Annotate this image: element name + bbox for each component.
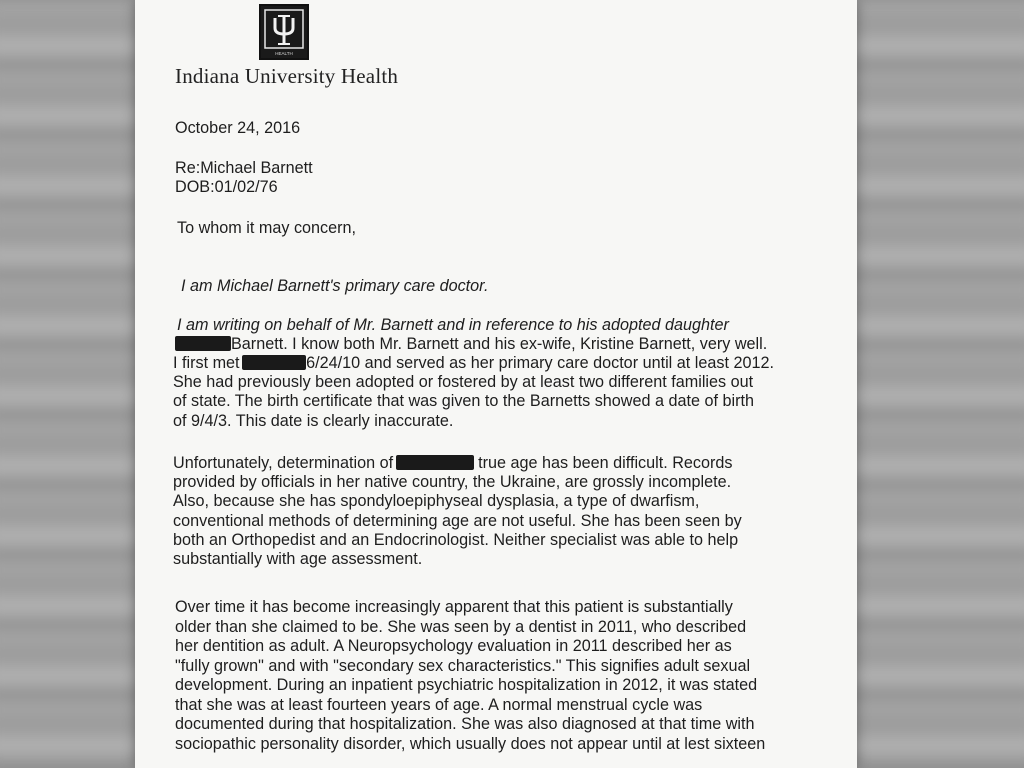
paragraph-text: I first met [173, 354, 240, 372]
re-line: Re:Michael Barnett [175, 159, 313, 177]
paragraph-3-line-8: sociopathic personality disorder, which usually does not appear until at lest sixteen [175, 735, 766, 753]
paragraph-3-line-5: development. During an inpatient psychiatric hospitalization in 2012, it was stated [175, 676, 758, 694]
paragraph-1-line-2 [175, 334, 767, 354]
dob-line: DOB:01/02/76 [175, 178, 278, 196]
paragraph-1-line-6: of 9/4/3. This date is clearly inaccurate. [173, 412, 454, 430]
paragraph-3-line-4: "fully grown" and with "secondary sex characteristics." This signifies adult sexual [175, 657, 751, 675]
letter-date: October 24, 2016 [175, 119, 301, 137]
paragraph-2-line-4: conventional methods of determining age are not useful. She has been seen by [173, 512, 742, 530]
paragraph-2-line-6: substantially with age assessment. [173, 550, 423, 568]
paragraph-text: Barnett. I know both Mr. Barnett and his ex-wife, Kristine Barnett, very well. [231, 335, 768, 353]
paragraph-2-line-3: Also, because she has spondyloepiphyseal dysplasia, a type of dwarfism, [173, 492, 700, 510]
paragraph-1-line-3 [173, 353, 774, 373]
redaction-mark [396, 455, 474, 470]
logo-wordmark: HEALTH [275, 51, 293, 56]
paragraph-text: true age has been difficult. Records [478, 454, 733, 472]
paragraph-3-line-6: that she was at least fourteen years of age. A normal menstrual cycle was [175, 696, 703, 714]
blurred-background-left [0, 0, 140, 768]
blurred-background-right [849, 0, 1024, 768]
paragraph-3-line-3: her dentition as adult. A Neuropsychology evaluation in 2011 described her as [175, 637, 732, 655]
trident-icon [261, 6, 307, 58]
paragraph-3-line-7: documented during that hospitalization. She was also diagnosed at that time with [175, 715, 755, 733]
paragraph-text: I am writing on behalf of Mr. Barnett and in reference to his adopted daughter [177, 316, 729, 334]
paragraph-1-line-5: of state. The birth certificate that was given to the Barnetts showed a date of birth [173, 392, 754, 410]
organization-name: Indiana University Health [175, 64, 399, 88]
paragraph-1-line-1 [177, 315, 729, 335]
iu-health-logo [259, 4, 309, 60]
paragraph-2-line-1 [173, 453, 733, 473]
redaction-mark [242, 355, 306, 370]
paragraph-2-line-2: provided by officials in her native country, the Ukraine, are grossly incomplete. [173, 473, 732, 491]
paragraph-1-line-4: She had previously been adopted or fostered by at least two different families out [173, 373, 754, 391]
letter-page [135, 0, 857, 768]
salutation: To whom it may concern, [177, 219, 357, 237]
paragraph-text: Unfortunately, determination of [173, 454, 394, 472]
paragraph-3-line-1: Over time it has become increasingly apparent that this patient is substantially [175, 598, 733, 616]
intro-line: I am Michael Barnett's primary care doctor. [181, 277, 489, 295]
redaction-mark [175, 336, 231, 351]
paragraph-3-line-2: older than she claimed to be. She was seen by a dentist in 2011, who described [175, 618, 747, 636]
paragraph-text: 6/24/10 and served as her primary care doctor until at least 2012. [306, 354, 774, 372]
paragraph-2-line-5: both an Orthopedist and an Endocrinologist. Neither specialist was able to help [173, 531, 739, 549]
